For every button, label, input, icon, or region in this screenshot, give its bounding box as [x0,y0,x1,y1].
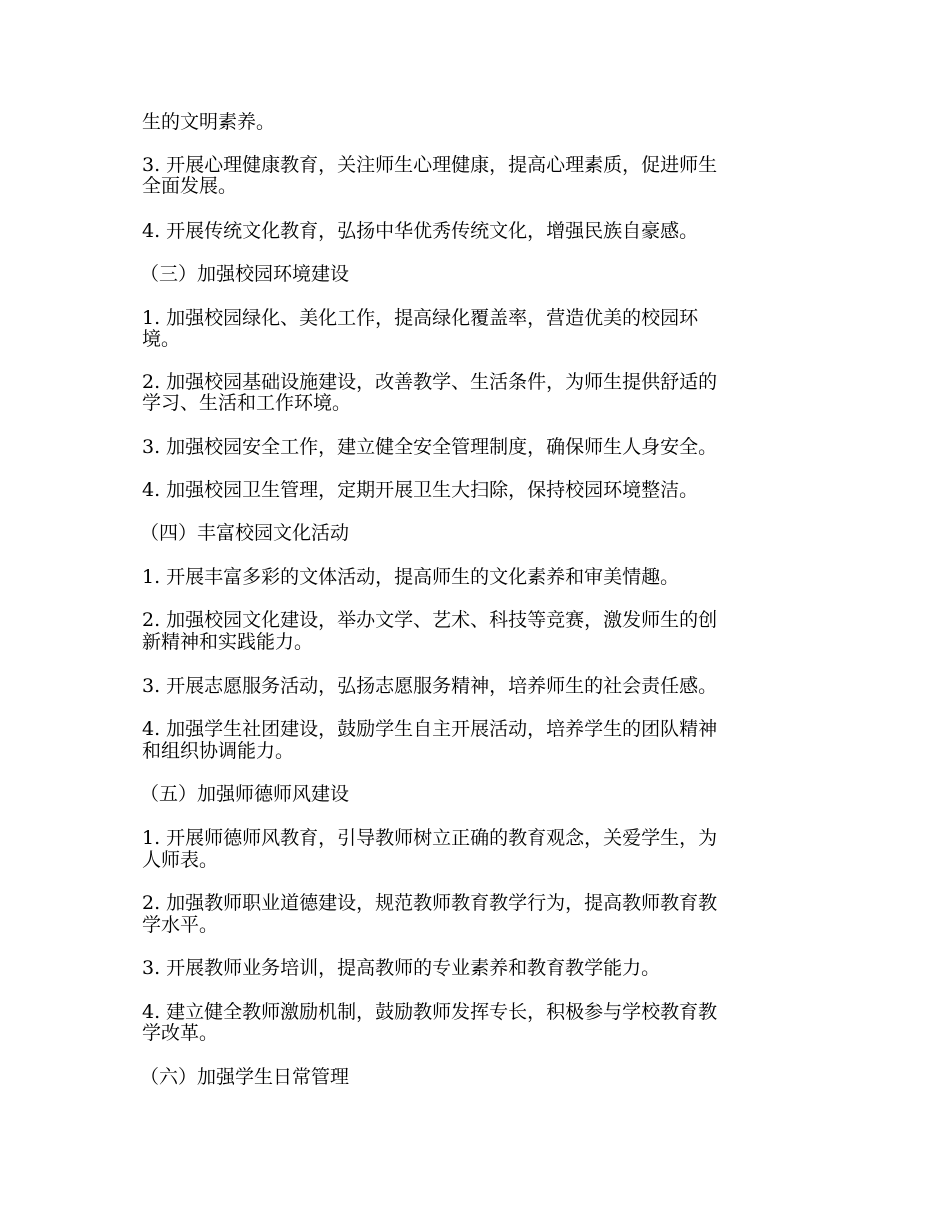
section-heading: （五）加强师德师风建设 [140,783,350,805]
list-item-line: 1. 加强校园绿化、美化工作，提高绿化覆盖率，营造优美的校园环 [142,307,699,329]
list-item-line: 1. 开展丰富多彩的文体活动，提高师生的文化素养和审美情趣。 [142,566,680,588]
list-item-line: 3. 开展心理健康教育，关注师生心理健康，提高心理素质，促进师生 [142,154,718,176]
list-item-line: 3. 加强校园安全工作，建立健全安全管理制度，确保师生人身安全。 [142,436,718,458]
list-item-line: 人师表。 [142,849,219,871]
list-item-line: 2. 加强教师职业道德建设，规范教师教育教学行为，提高教师教育教 [142,892,718,914]
list-item-line: 4. 开展传统文化教育，弘扬中华优秀传统文化，增强民族自豪感。 [142,220,699,242]
list-item-line: 和组织协调能力。 [142,740,295,762]
section-heading: （六）加强学生日常管理 [140,1066,350,1088]
list-item-line: 4. 加强学生社团建设，鼓励学生自主开展活动，培养学生的团队精神 [142,718,718,740]
list-item-line: 学水平。 [142,914,219,936]
list-item-line: 2. 加强校园基础设施建设，改善教学、生活条件，为师生提供舒适的 [142,371,718,393]
list-item-line: 学习、生活和工作环境。 [142,392,352,414]
list-item-line: 新精神和实践能力。 [142,631,314,653]
list-item-line: 全面发展。 [142,175,238,197]
section-heading: （三）加强校园环境建设 [140,263,350,285]
list-item-line: 3. 开展志愿服务活动，弘扬志愿服务精神，培养师生的社会责任感。 [142,675,718,697]
list-item-line: 4. 建立健全教师激励机制，鼓励教师发挥专长，积极参与学校教育教 [142,1001,718,1023]
list-item-line: 学改革。 [142,1022,219,1044]
list-item-line: 4. 加强校园卫生管理，定期开展卫生大扫除，保持校园环境整洁。 [142,479,699,501]
list-item-line: 3. 开展教师业务培训，提高教师的专业素养和教育教学能力。 [142,957,661,979]
list-item-line: 1. 开展师德师风教育，引导教师树立正确的教育观念，关爱学生，为 [142,827,718,849]
list-item-line: 境。 [142,328,181,350]
paragraph-line: 生的文明素养。 [142,111,276,133]
section-heading: （四）丰富校园文化活动 [140,522,350,544]
list-item-line: 2. 加强校园文化建设，举办文学、艺术、科技等竞赛，激发师生的创 [142,609,718,631]
